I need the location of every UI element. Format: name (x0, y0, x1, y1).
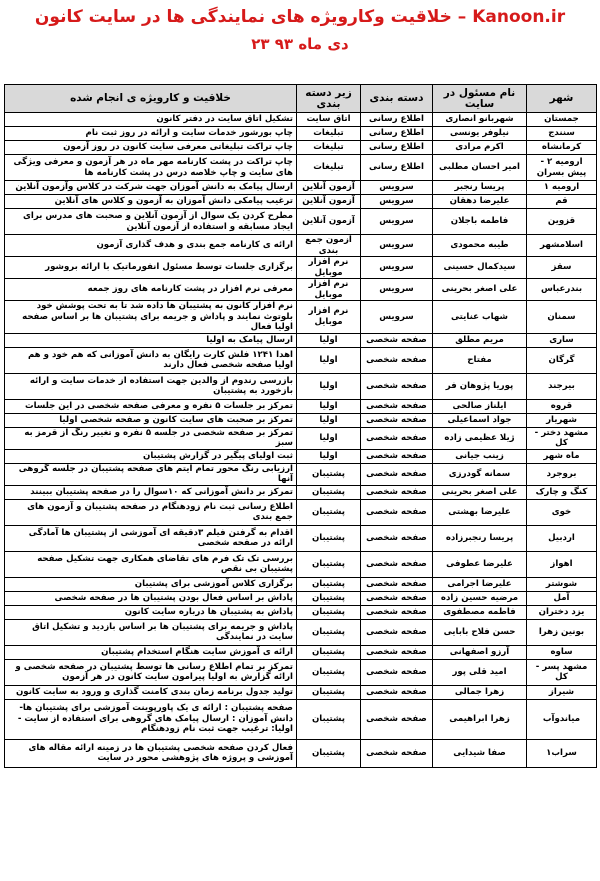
table-row (5, 235, 597, 257)
city-cell: سراب۱ (527, 739, 597, 767)
name-cell: مریم مطلق (433, 333, 527, 347)
city-cell: قم (527, 195, 597, 209)
description-cell: پاداش و جریمه برای پشتیبان ها بر اساس بازدید و تشکیل اتاق سایت در نمایندگی (5, 619, 297, 645)
subcategory-cell: پشتیبان (297, 525, 361, 551)
description-cell: بررسی تک تک فرم های تقاضای همکاری جهت تشکیل صفحه پشتیبان بی نقص (5, 551, 297, 577)
category-cell: صفحه شخصی (361, 577, 433, 591)
subcategory-cell: اولیا (297, 449, 361, 463)
table-row (5, 551, 597, 577)
description-cell: چاپ تراکت در پشت کارنامه مهر ماه در هر آزمون و معرفی ویژگی های سایت و چاپ خلاصه درس در پشت کارنامه ها (5, 155, 297, 181)
col-header-city: شهر (527, 85, 597, 113)
description-cell: برگزاری کلاس آموزشی برای پشتیبان (5, 577, 297, 591)
category-cell: صفحه شخصی (361, 413, 433, 427)
subcategory-cell: تبلیغات (297, 155, 361, 181)
description-cell: تمرکز بر دانش آموزانی که ۱۰سوال را در صفحه پشتیبان ببینند (5, 485, 297, 499)
name-cell: علی اصغر بحرینی (433, 485, 527, 499)
table-row (5, 113, 597, 127)
category-cell: صفحه شخصی (361, 333, 433, 347)
subcategory-cell: پشتیبان (297, 551, 361, 577)
subcategory-cell: پشتیبان (297, 699, 361, 739)
description-cell: نرم افزار کانون به پشتیبان ها داده شد تا به تحت پوشش خود بلوتوث نمایند و پاداش و جریمه برای پشتیبان ها بر اساس صفحه اولیا فعال (5, 301, 297, 334)
name-cell: امیر احسان مطلبی (433, 155, 527, 181)
description-cell: مطرح کردن یک سوال از آزمون آنلاین و صحبت های مدرس برای ایجاد مسابقه و استفاده از آزمون آنلاین (5, 209, 297, 235)
table-row (5, 659, 597, 685)
category-cell: صفحه شخصی (361, 659, 433, 685)
table-row (5, 373, 597, 399)
description-cell: اهدا ۱۲۴۱ فلش کارت رایگان به دانش آموزانی که هم خود و هم اولیا صفحه شخصی فعال دارند (5, 347, 297, 373)
name-cell: ژیلا عظیمی زاده (433, 427, 527, 449)
table-row (5, 525, 597, 551)
city-cell: جمستان (527, 113, 597, 127)
city-cell: آمل (527, 591, 597, 605)
name-cell: علی اصغر بحرینی (433, 279, 527, 301)
table-row (5, 347, 597, 373)
col-header-description: خلاقیت و کارویژه ی انجام شده (5, 85, 297, 113)
subcategory-cell: تبلیغات (297, 127, 361, 141)
subcategory-cell: پشتیبان (297, 605, 361, 619)
subcategory-cell: پشتیبان (297, 485, 361, 499)
city-cell: شهریار (527, 413, 597, 427)
name-cell: علیرضا بهشتی (433, 499, 527, 525)
category-cell: صفحه شخصی (361, 373, 433, 399)
table-row (5, 685, 597, 699)
table-row (5, 699, 597, 739)
table-row (5, 739, 597, 767)
col-header-subcategory: زیر دسته بندی (297, 85, 361, 113)
name-cell: علیرضا عطوفی (433, 551, 527, 577)
description-cell: تمرکز بر جلسات ۵ نفره و معرفی صفحه شخصی در این جلسات (5, 399, 297, 413)
description-cell: ثبت اولیای پیگیر در گزارش پشتیبان (5, 449, 297, 463)
table-row (5, 155, 597, 181)
category-cell: اطلاع رسانی (361, 155, 433, 181)
name-cell: پوریا پژوهان فر (433, 373, 527, 399)
city-cell: خوی (527, 499, 597, 525)
table-row (5, 127, 597, 141)
city-cell: ساری (527, 333, 597, 347)
city-cell: ساوه (527, 645, 597, 659)
category-cell: صفحه شخصی (361, 427, 433, 449)
city-cell: بروجرد (527, 463, 597, 485)
description-cell: ارائه ی کارنامه جمع بندی و هدف گذاری آزمون (5, 235, 297, 257)
name-cell: پریسا رنجبرزاده (433, 525, 527, 551)
city-cell: اردبیل (527, 525, 597, 551)
name-cell: شهاب عنایتی (433, 301, 527, 334)
name-cell: مفتاح (433, 347, 527, 373)
description-cell: صفحه پشتیبان : ارائه ی یک پاورپوینت آموزشی برای پشتیبان ها- دانش آموزان : ارسال پیامک های گروهی برای استفاده از سایت - اولیا: ترغیب جهت ثبت نام زودهنگام (5, 699, 297, 739)
description-cell: ارسال پیامک به دانش آموزان جهت شرکت در کلاس وآزمون آنلاین (5, 181, 297, 195)
name-cell: علیرضا اجرامی (433, 577, 527, 591)
table-row (5, 485, 597, 499)
name-cell: علیرضا دهقان (433, 195, 527, 209)
category-cell: سرویس (361, 279, 433, 301)
table-row (5, 209, 597, 235)
name-cell: زینب جیانی (433, 449, 527, 463)
name-cell: فاطمه مصطفوی (433, 605, 527, 619)
city-cell: بونین زهرا (527, 619, 597, 645)
subcategory-cell: آزمون جمع بندی (297, 235, 361, 257)
col-header-name: نام مسئول در سایت (433, 85, 527, 113)
city-cell: یزد دختران (527, 605, 597, 619)
category-cell: صفحه شخصی (361, 699, 433, 739)
city-cell: اهواز (527, 551, 597, 577)
description-cell: پاداش به پشتیبان ها درباره سایت کانون (5, 605, 297, 619)
table-row (5, 449, 597, 463)
col-header-category: دسته بندی (361, 85, 433, 113)
category-cell: سرویس (361, 257, 433, 279)
table-row (5, 577, 597, 591)
table-header-row (5, 85, 597, 113)
description-cell: تمرکز بر صفحه شخصی در جلسه ۵ نفره و تغییر رنگ از قرمز به سبز (5, 427, 297, 449)
description-cell: اقدام به گرفتن فیلم ۳دقیقه ای آموزشی از پشتیبان ها آمادگی ارائه در صفحه شخصی (5, 525, 297, 551)
subcategory-cell: اولیا (297, 427, 361, 449)
subcategory-cell: پشتیبان (297, 577, 361, 591)
category-cell: صفحه شخصی (361, 605, 433, 619)
category-cell: اطلاع رسانی (361, 113, 433, 127)
name-cell: زهرا ابراهیمی (433, 699, 527, 739)
subcategory-cell: پشتیبان (297, 739, 361, 767)
table-row (5, 141, 597, 155)
city-cell: کنگ و چارک (527, 485, 597, 499)
category-cell: سرویس (361, 195, 433, 209)
description-cell: تشکیل اتاق سایت در دفتر کانون (5, 113, 297, 127)
category-cell: اطلاع رسانی (361, 141, 433, 155)
name-cell: امید قلی پور (433, 659, 527, 685)
subcategory-cell: اولیا (297, 413, 361, 427)
category-cell: صفحه شخصی (361, 619, 433, 645)
category-cell: صفحه شخصی (361, 551, 433, 577)
city-cell: سنندج (527, 127, 597, 141)
city-cell: گرگان (527, 347, 597, 373)
table-row (5, 499, 597, 525)
name-cell: زهرا جمالی (433, 685, 527, 699)
category-cell: سرویس (361, 181, 433, 195)
name-cell: صفا شیدایی (433, 739, 527, 767)
subcategory-cell: پشتیبان (297, 685, 361, 699)
subcategory-cell: اولیا (297, 347, 361, 373)
city-cell: شوشتر (527, 577, 597, 591)
city-cell: ماه شهر (527, 449, 597, 463)
city-cell: ارومیه ۱ (527, 181, 597, 195)
description-cell: فعال کردن صفحه شخصی پشتیبان ها در زمینه ارائه مقاله های آموزشی و پروژه های پژوهشی محور در سایت (5, 739, 297, 767)
description-cell: اطلاع رسانی ثبت نام زودهنگام در صفحه پشتیبان و آزمون های جمع بندی (5, 499, 297, 525)
name-cell: نیلوفر یونسی (433, 127, 527, 141)
subcategory-cell: اولیا (297, 399, 361, 413)
document-title: خلاقیت وکارویژه های نمایندگی ها در سایت کانون – Kanoon.ir (34, 7, 566, 27)
document-header (0, 0, 600, 62)
name-cell: مرضیه حسین زاده (433, 591, 527, 605)
subcategory-cell: نرم افزار موبایل (297, 301, 361, 334)
table-row (5, 591, 597, 605)
name-cell: آرزو اصفهانی (433, 645, 527, 659)
table-row (5, 413, 597, 427)
description-cell: پاداش بر اساس فعال بودن پشتیبان ها در صفحه شخصی (5, 591, 297, 605)
description-cell: ارسال پیامک به اولیا (5, 333, 297, 347)
subcategory-cell: نرم افزار موبایل (297, 279, 361, 301)
table-row (5, 427, 597, 449)
city-cell: کرمانشاه (527, 141, 597, 155)
name-cell: طیبه محمودی (433, 235, 527, 257)
subcategory-cell: پشتیبان (297, 659, 361, 685)
subcategory-cell: اتاق سایت (297, 113, 361, 127)
subcategory-cell: آزمون آنلاین (297, 181, 361, 195)
document-date: ۲۳ دی ماه ۹۳ (251, 35, 349, 53)
subcategory-cell: آزمون آنلاین (297, 209, 361, 235)
category-cell: صفحه شخصی (361, 525, 433, 551)
city-cell: میاندوآب (527, 699, 597, 739)
city-cell: ارومیه ۲ - پیش بسران (527, 155, 597, 181)
description-cell: چاپ بورشور خدمات سایت و ارائه در روز ثبت نام (5, 127, 297, 141)
table-row (5, 645, 597, 659)
description-cell: معرفی نرم افزار در پشت کارنامه های روز جمعه (5, 279, 297, 301)
city-cell: قروه (527, 399, 597, 413)
category-cell: سرویس (361, 301, 433, 334)
category-cell: سرویس (361, 235, 433, 257)
name-cell: جواد اسماعیلی (433, 413, 527, 427)
city-cell: قزوین (527, 209, 597, 235)
name-cell: شهربانو انصاری (433, 113, 527, 127)
category-cell: صفحه شخصی (361, 463, 433, 485)
category-cell: سرویس (361, 209, 433, 235)
table-row (5, 463, 597, 485)
category-cell: اطلاع رسانی (361, 127, 433, 141)
description-cell: ترغیب پیامکی دانش آموزان به آزمون و کلاس های آنلاین (5, 195, 297, 209)
subcategory-cell: نرم افزار موبایل (297, 257, 361, 279)
table-row (5, 619, 597, 645)
subcategory-cell: آزمون آنلاین (297, 195, 361, 209)
category-cell: صفحه شخصی (361, 399, 433, 413)
name-cell: سیدکمال حسینی (433, 257, 527, 279)
category-cell: صفحه شخصی (361, 645, 433, 659)
subcategory-cell: اولیا (297, 333, 361, 347)
city-cell: مشهد دختر - کل (527, 427, 597, 449)
table-body (5, 113, 597, 768)
city-cell: مشهد پسر - کل (527, 659, 597, 685)
category-cell: صفحه شخصی (361, 347, 433, 373)
table-row (5, 257, 597, 279)
subcategory-cell: پشتیبان (297, 645, 361, 659)
name-cell: ایلناز صالحی (433, 399, 527, 413)
creativity-table (4, 84, 597, 768)
city-cell: سقز (527, 257, 597, 279)
category-cell: صفحه شخصی (361, 685, 433, 699)
city-cell: بیرجند (527, 373, 597, 399)
name-cell: حسن فلاح بابایی (433, 619, 527, 645)
table-row (5, 605, 597, 619)
category-cell: صفحه شخصی (361, 739, 433, 767)
table-row (5, 181, 597, 195)
description-cell: تولید جدول برنامه زمان بندی کامنت گذاری و ورود به سایت کانون (5, 685, 297, 699)
city-cell: بندرعباس (527, 279, 597, 301)
table-row (5, 301, 597, 334)
subcategory-cell: تبلیغات (297, 141, 361, 155)
city-cell: اسلامشهر (527, 235, 597, 257)
description-cell: ارزیابی رنگ محور تمام ایتم های صفحه پشتیبان در جلسه گروهی آنها (5, 463, 297, 485)
description-cell: چاپ تراکت تبلیغاتی معرفی سایت کانون در روز آزمون (5, 141, 297, 155)
subcategory-cell: پشتیبان (297, 619, 361, 645)
description-cell: بازرسی رندوم از والدین جهت استفاده از خدمات سایت و ارائه بازخورد به پشتیبان (5, 373, 297, 399)
name-cell: اکرم مرادی (433, 141, 527, 155)
subcategory-cell: پشتیبان (297, 591, 361, 605)
description-cell: برگزاری جلسات توسط مسئول انفورماتیک با ارائه بروشور (5, 257, 297, 279)
city-cell: شیراز (527, 685, 597, 699)
description-cell: تمرکز بر تمام اطلاع رسانی ها توسط پشتیبان در صفحه شخصی و ارائه گزارش به اولیا پیرامون سایت کانون در هر آزمون (5, 659, 297, 685)
table-row (5, 195, 597, 209)
category-cell: صفحه شخصی (361, 591, 433, 605)
city-cell: سمنان (527, 301, 597, 334)
description-cell: تمرکز بر صحبت های سایت کانون و صفحه شخصی اولیا (5, 413, 297, 427)
table-row (5, 279, 597, 301)
name-cell: فاطمه باجلان (433, 209, 527, 235)
category-cell: صفحه شخصی (361, 449, 433, 463)
subcategory-cell: اولیا (297, 373, 361, 399)
category-cell: صفحه شخصی (361, 485, 433, 499)
name-cell: پریسا رنجبر (433, 181, 527, 195)
subcategory-cell: پشتیبان (297, 463, 361, 485)
category-cell: صفحه شخصی (361, 499, 433, 525)
description-cell: ارائه ی آموزش سایت هنگام استخدام پشتیبان (5, 645, 297, 659)
table-row (5, 399, 597, 413)
table-row (5, 333, 597, 347)
subcategory-cell: پشتیبان (297, 499, 361, 525)
name-cell: سمانه گودرزی (433, 463, 527, 485)
